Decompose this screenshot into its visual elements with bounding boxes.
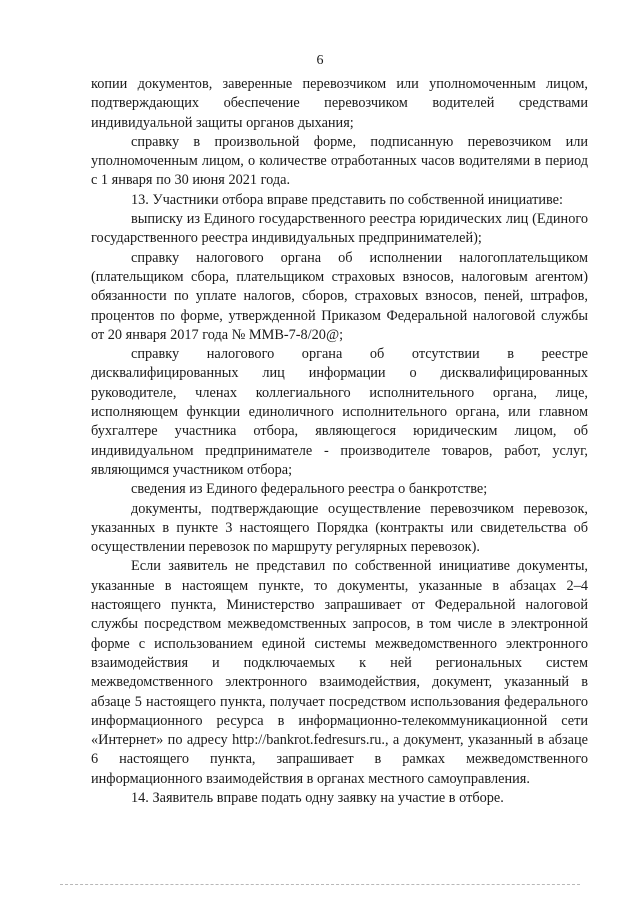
document-body (91, 75, 588, 808)
scan-footer-line (60, 884, 580, 889)
paragraph-disqualified-certificate: справку налогового органа об отсутствии в реестре дисквалифицированных лиц информации о дисквалифицированных руководителе, членах коллегиального исполнительного органа, лице, исполняющем функции единоличного исполнительного органа, или главном бухгалтере участника отбора, являющегося юридическим лицом, об индивидуальном предпринимателе - производителе товаров, работ, услуг, являющимся участником отбора; (91, 346, 588, 478)
paragraph-clause-13: 13. Участники отбора вправе представить по собственной инициативе: (131, 191, 563, 208)
paragraph-ppe-documents: копии документов, заверенные перевозчиком или уполномоченным лицом, подтверждающих обеспечение перевозчиком водителей средствами индивидуальной защиты органов дыхания; (91, 76, 588, 131)
paragraph-interagency-requests: Если заявитель не представил по собственной инициативе документы, указанные в настоящем пункте, то документы, указанные в абзацах 2–4 настоящего пункта, Министерство запрашивает от Федеральной налоговой службы посредством межведомственных запросов, в том числе в электронной форме с использованием единой системы межведомственного электронного взаимодействия и подключаемых к ней региональных систем межведомственного электронного взаимодействия, документ, указанный в абзаце 5 настоящего пункта, получает посредством использования федерального информационного ресурса в информационно-телекоммуникационной сети «Интернет» по адресу http://bankrot.fedresurs.ru., а документ, указанный в абзаце 6 настоящего пункта, запрашивает в рамках межведомственного информационного взаимодействия в органах местного самоуправления. (91, 558, 588, 787)
paragraph-egrul-extract: выписку из Единого государственного реестра юридических лиц (Единого государственного реестра индивидуальных предпринимателей); (91, 211, 588, 247)
paragraph-tax-certificate: справку налогового органа об исполнении налогоплательщиком (плательщиком сбора, плательщиком страховых взносов, налоговым агентом) обязанности по уплате налогов, сборов, страховых взносов, пеней, штрафов, процентов по форме, утвержденной Приказом Федеральной налоговой службы от 20 января 2017 года № ММВ-7-8/20@; (91, 249, 588, 343)
paragraph-bankruptcy-info: сведения из Единого федерального реестра о банкротстве; (131, 481, 488, 498)
paragraph-hours-certificate: справку в произвольной форме, подписанную перевозчиком или уполномоченным лицом, о количестве отработанных часов водителями в период с 1 января по 30 июня 2021 года. (91, 133, 588, 189)
paragraph-transport-documents: документы, подтверждающие осуществление перевозчиком перевозок, указанных в пункте 3 настоящего Порядка (контракты или свидетельства об осуществлении перевозок по маршруту регулярных перевозок). (91, 500, 588, 556)
paragraph-clause-14: 14. Заявитель вправе подать одну заявку на участие в отборе. (131, 789, 504, 806)
page-number: 6 (316, 53, 324, 68)
